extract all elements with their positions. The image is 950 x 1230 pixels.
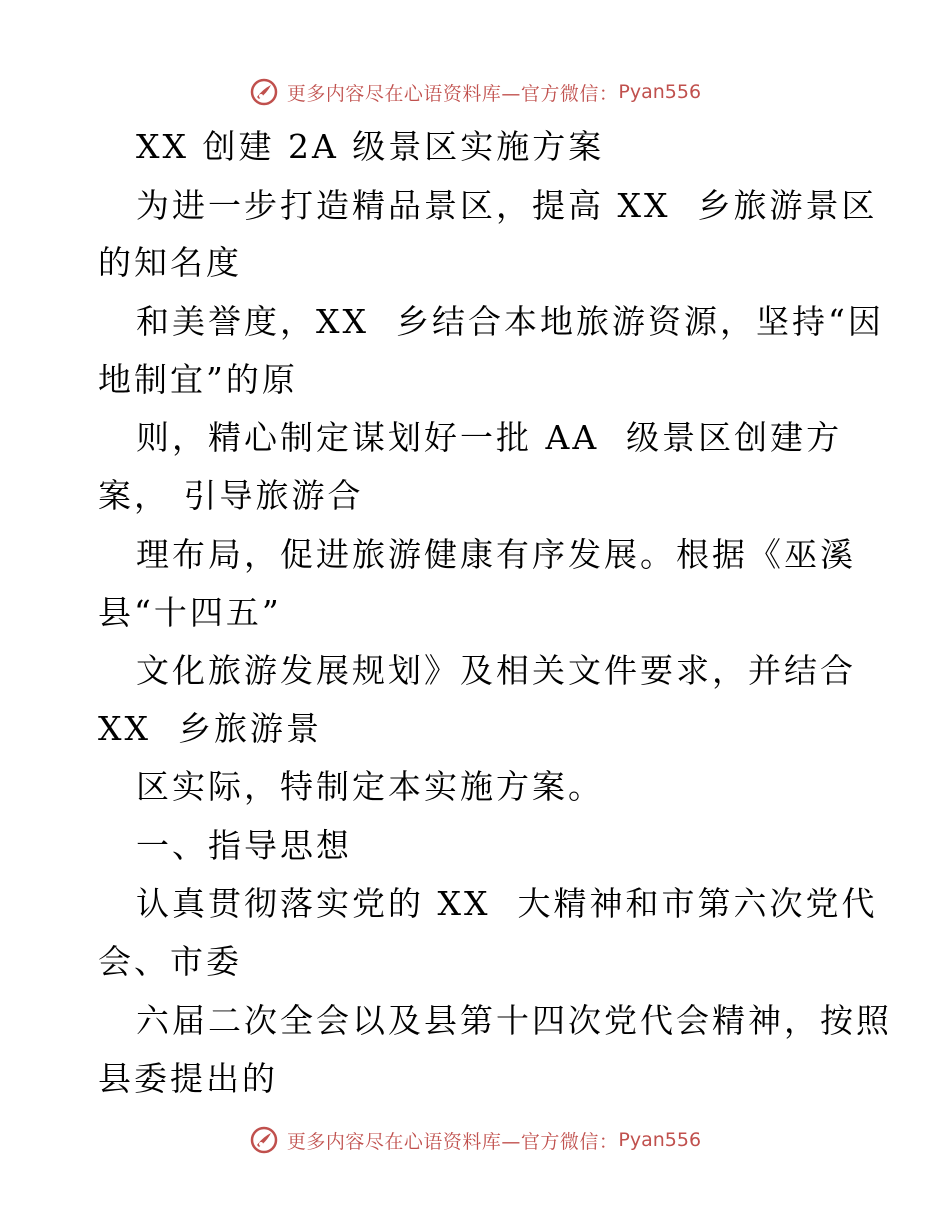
watermark-contact: Pyan556	[618, 1129, 702, 1151]
paragraph-line: 和美誉度，XX 乡结合本地旅游资源，坚持“因	[136, 302, 884, 341]
section-heading: 一、指导思想	[136, 826, 352, 865]
paragraph-line: 地制宜”的原	[98, 360, 298, 399]
watermark-contact: Pyan556	[618, 81, 702, 103]
watermark-text: 更多内容尽在心语资料库—官方微信：	[286, 82, 619, 105]
paragraph-line: 案， 引导旅游合	[98, 476, 364, 515]
brush-seal-icon	[249, 1125, 279, 1155]
paragraph-line: 会、市委	[98, 942, 242, 981]
paragraph-line: 文化旅游发展规划》及相关文件要求，并结合	[136, 651, 856, 690]
paragraph-line: 县委提出的	[98, 1059, 278, 1098]
paragraph-line: 理布局，促进旅游健康有序发展。根据《巫溪	[136, 535, 856, 574]
paragraph-line: 认真贯彻落实党的 XX 大精神和市第六次党代	[136, 884, 878, 923]
paragraph-line: 县“十四五”	[98, 593, 282, 632]
paragraph-line: 区实际，特制定本实施方案。	[136, 767, 604, 806]
paragraph-line: 的知名度	[98, 243, 242, 282]
paragraph-line: 六届二次全会以及县第十四次党代会精神，按照	[136, 1001, 892, 1040]
footer-watermark	[0, 1120, 950, 1160]
watermark-text: 更多内容尽在心语资料库—官方微信：	[286, 1130, 619, 1153]
paragraph-line: 则，精心制定谋划好一批 AA 级景区创建方	[136, 418, 843, 457]
document-title: XX 创建 2A 级景区实施方案	[136, 127, 605, 166]
paragraph-line: XX 乡旅游景	[98, 709, 322, 748]
paragraph-line: 为进一步打造精品景区，提高 XX 乡旅游景区	[136, 186, 878, 225]
